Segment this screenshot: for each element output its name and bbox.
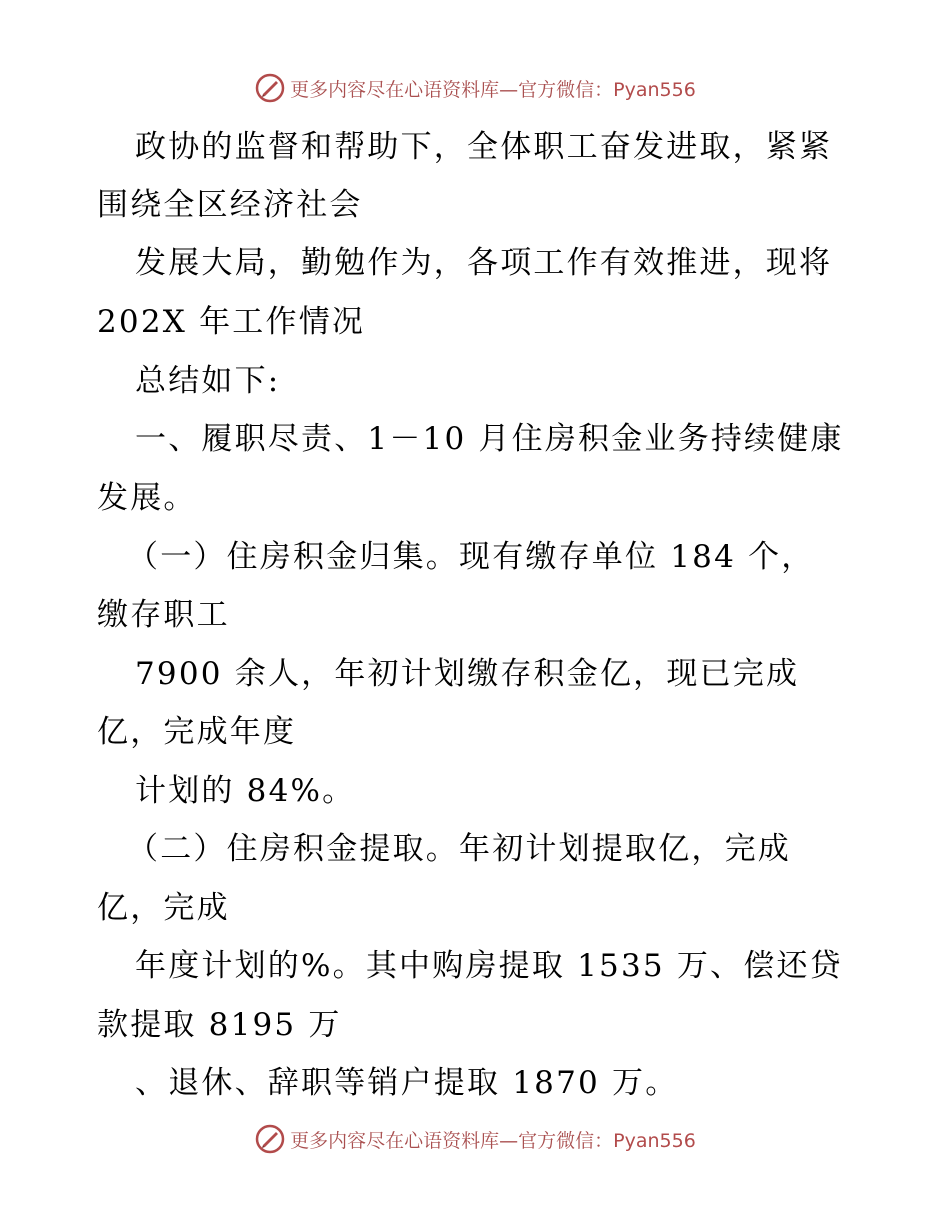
body-line: （二）住房积金提取。年初计划提取亿，完成 bbox=[127, 831, 791, 867]
body-line: 计划的 84%。 bbox=[135, 773, 356, 809]
body-line: 缴存职工 bbox=[97, 597, 230, 633]
watermark-text: 更多内容尽在心语资料库—官方微信：Pyan556 bbox=[290, 78, 696, 101]
body-line: 、退休、辞职等销户提取 1870 万。 bbox=[135, 1065, 679, 1101]
body-line: 亿，完成 bbox=[97, 890, 230, 926]
body-line: 亿，完成年度 bbox=[97, 714, 297, 750]
footer-watermark bbox=[0, 1123, 950, 1155]
body-line: 围绕全区经济社会 bbox=[97, 187, 363, 223]
body-line: 年度计划的%。其中购房提取 1535 万、偿还贷 bbox=[135, 948, 843, 984]
pen-circle-logo-icon bbox=[254, 72, 286, 104]
body-line: 政协的监督和帮助下，全体职工奋发进取，紧紧 bbox=[135, 129, 833, 165]
body-line: 7900 余人，年初计划缴存积金亿，现已完成 bbox=[135, 656, 800, 692]
body-line: 发展。 bbox=[97, 480, 197, 516]
body-line: （一）住房积金归集。现有缴存单位 184 个， bbox=[127, 539, 815, 575]
body-line: 总结如下: bbox=[135, 363, 281, 399]
body-line: 一、履职尽责、1－10 月住房积金业务持续健康 bbox=[135, 421, 844, 457]
pen-circle-logo-icon bbox=[254, 1123, 286, 1155]
watermark-text: 更多内容尽在心语资料库—官方微信：Pyan556 bbox=[290, 1129, 696, 1152]
body-line: 发展大局，勤勉作为，各项工作有效推进，现将 bbox=[135, 245, 833, 281]
body-line: 款提取 8195 万 bbox=[97, 1007, 342, 1043]
header-watermark bbox=[0, 72, 950, 104]
body-line: 202X 年工作情况 bbox=[97, 304, 366, 340]
